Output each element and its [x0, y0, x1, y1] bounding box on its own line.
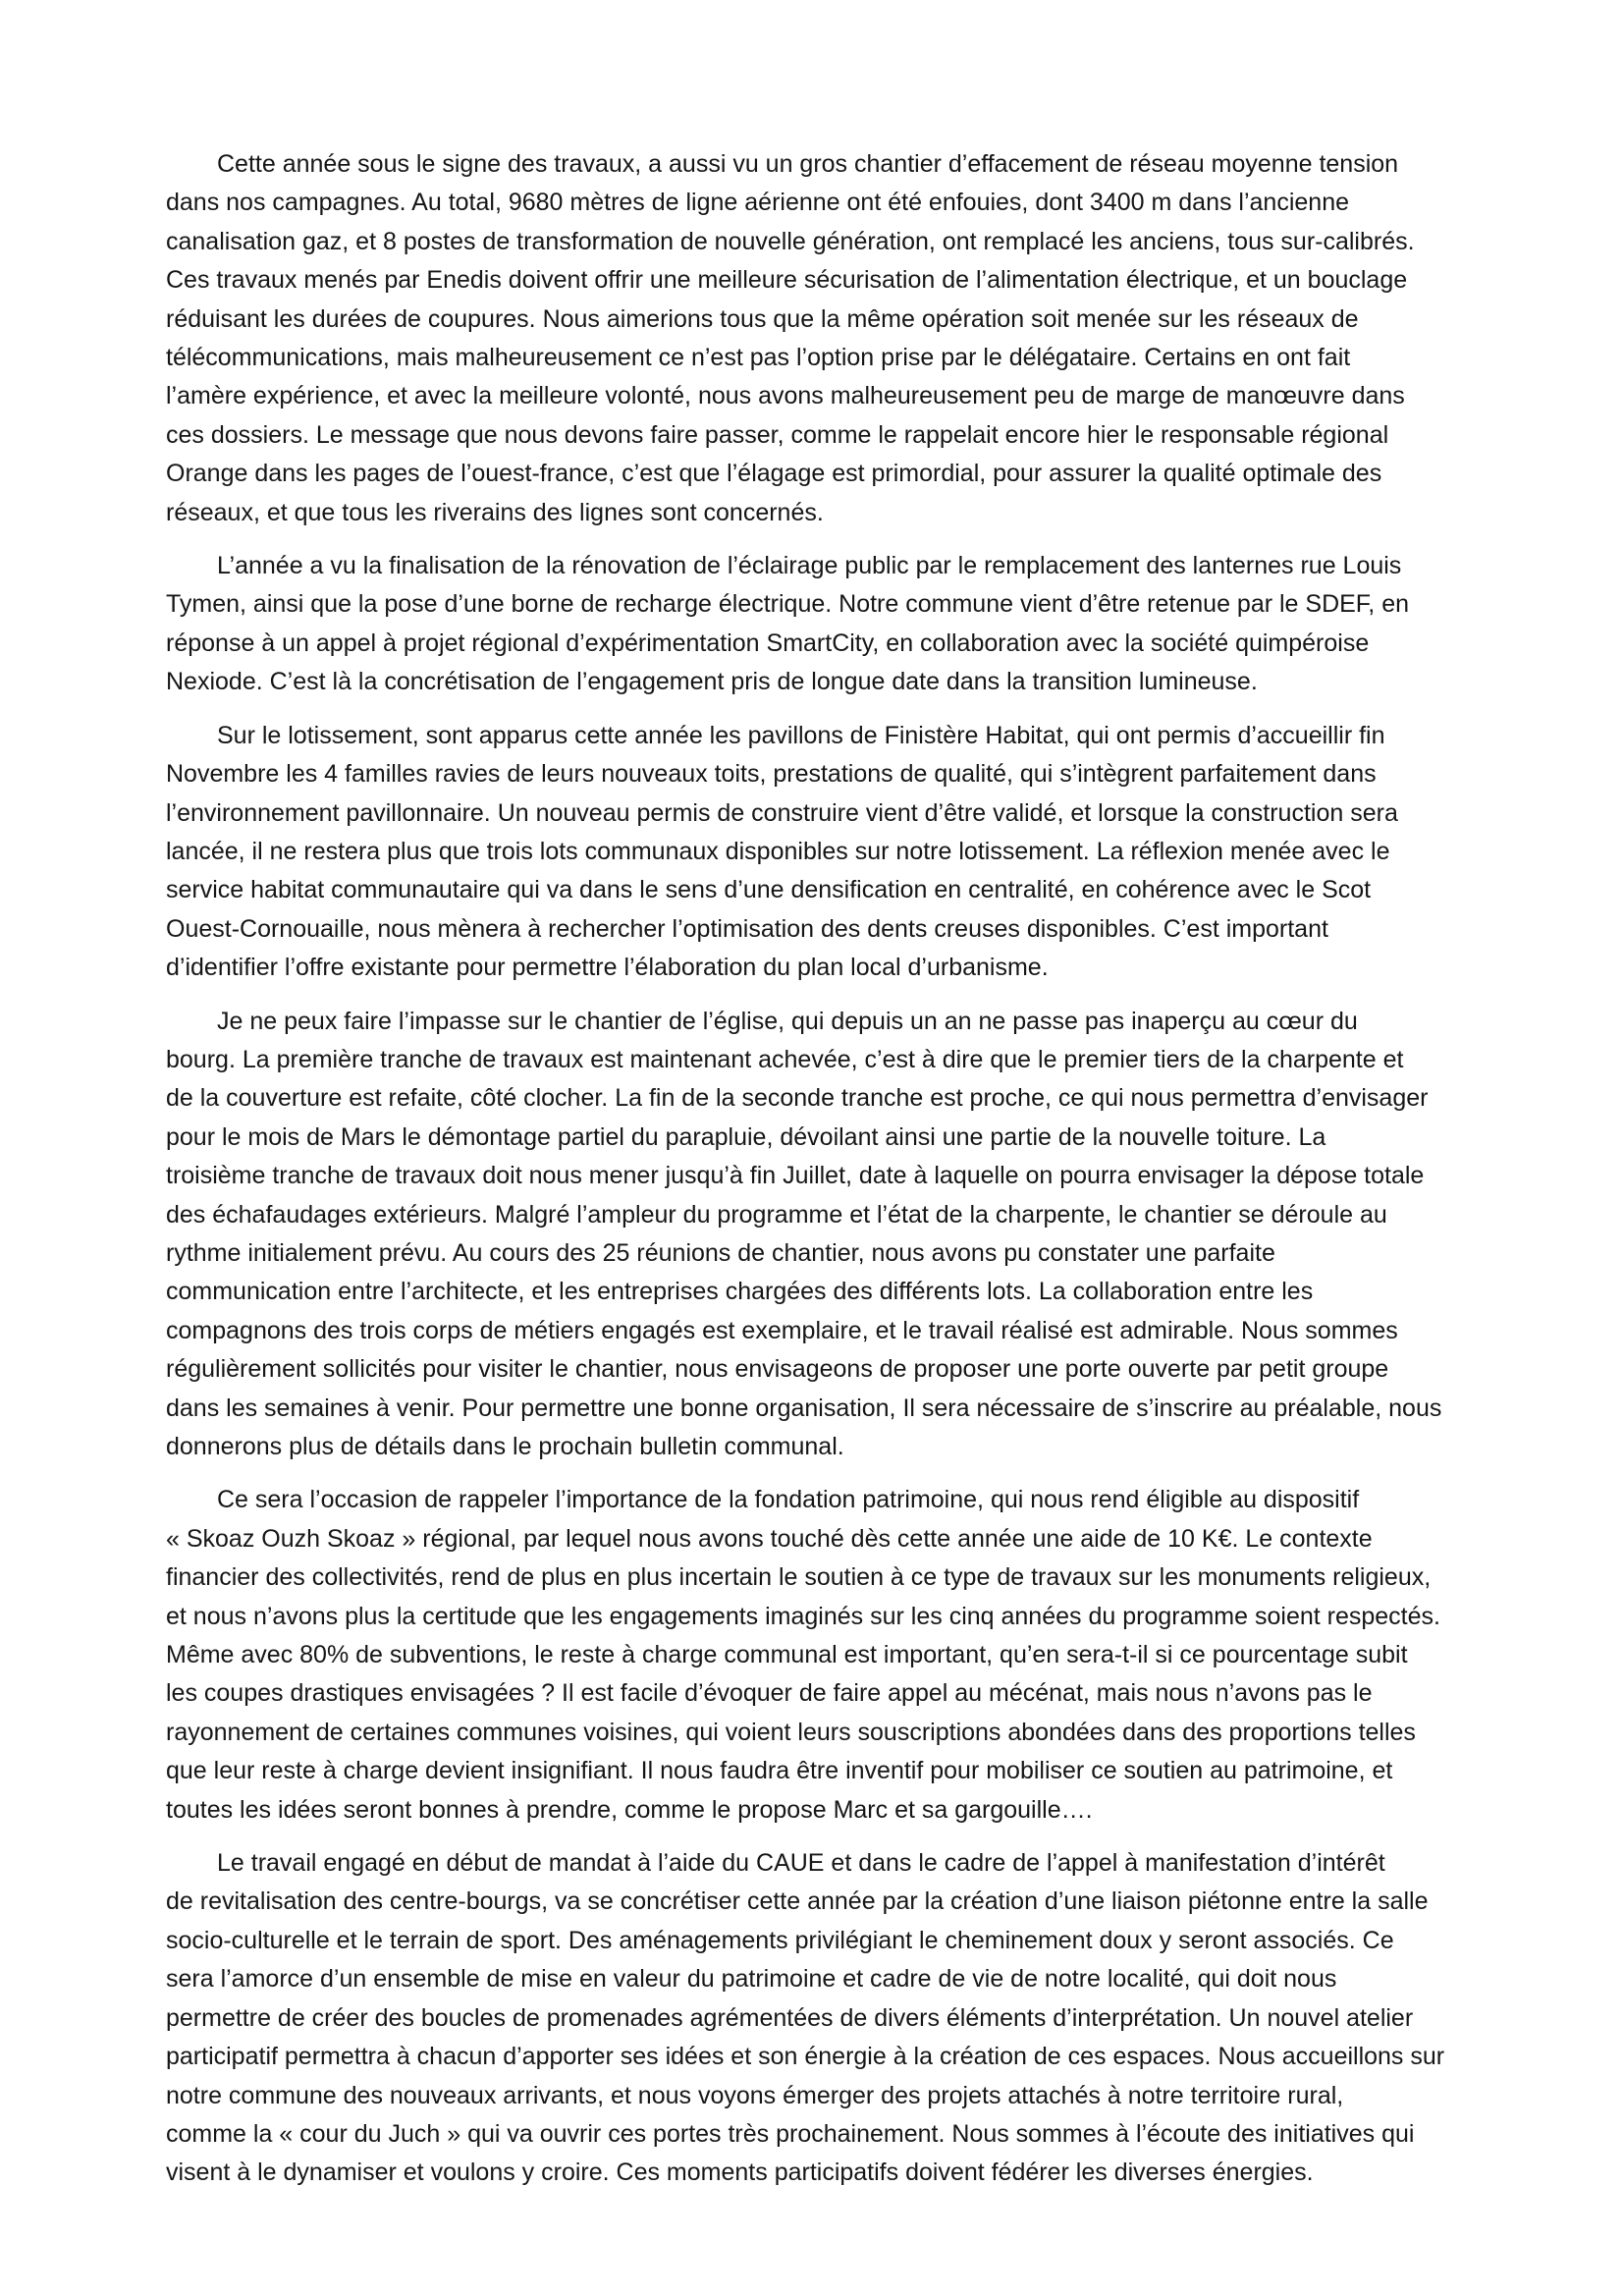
paragraph-line: permettre de créer des boucles de promenades agrémentées de divers éléments d’interprétation. Un nouvel atelier	[166, 2003, 1414, 2032]
paragraph-line: réseaux, et que tous les riverains des lignes sont concernés.	[166, 498, 824, 526]
paragraph-line: Ouest-Cornouaille, nous mènera à rechercher l’optimisation des dents creuses disponibles. C’est important	[166, 914, 1328, 943]
paragraph-line: compagnons des trois corps de métiers engagés est exemplaire, et le travail réalisé est admirable. Nous sommes	[166, 1316, 1398, 1344]
paragraph-2	[166, 547, 1488, 702]
paragraph-line: sera l’amorce d’un ensemble de mise en valeur du patrimoine et cadre de vie de notre localité, qui doit nous	[166, 1965, 1337, 1994]
paragraph-line: régulièrement sollicités pour visiter le chantier, nous envisageons de proposer une porte ouverte par petit groupe	[166, 1355, 1389, 1384]
paragraph-line: l’amère expérience, et avec la meilleure volonté, nous avons malheureusement peu de marge de manœuvre dans	[166, 382, 1405, 410]
paragraph-line: Le travail engagé en début de mandat à l’aide du CAUE et dans le cadre de l’appel à manifestation d’intérêt	[217, 1849, 1385, 1878]
paragraph-line: rayonnement de certaines communes voisines, qui voient leurs souscriptions abondées dans des proportions telles	[166, 1718, 1416, 1746]
paragraph-line: dans les semaines à venir. Pour permettre une bonne organisation, Il sera nécessaire de s’inscrire au préalable, nous	[166, 1394, 1442, 1422]
paragraph-line: ces dossiers. Le message que nous devons faire passer, comme le rappelait encore hier le responsable régional	[166, 420, 1389, 449]
paragraph-line: visent à le dynamiser et voulons y croire. Ces moments participatifs doivent fédérer les diverses énergies.	[166, 2159, 1314, 2187]
paragraph-line: financier des collectivités, rend de plus en plus incertain le soutien à ce type de travaux sur les monuments religieux,	[166, 1563, 1432, 1592]
paragraph-line: Tymen, ainsi que la pose d’une borne de recharge électrique. Notre commune vient d’être retenue par le SDEF, en	[166, 590, 1410, 619]
paragraph-line: Nexiode. C’est là la concrétisation de l’engagement pris de longue date dans la transition lumineuse.	[166, 668, 1258, 696]
paragraph-line: « Skoaz Ouzh Skoaz » régional, par lequel nous avons touché dès cette année une aide de 10 K€. Le contexte	[166, 1524, 1373, 1553]
paragraph-5	[166, 1481, 1488, 1830]
paragraph-line: Ces travaux menés par Enedis doivent offrir une meilleure sécurisation de l’alimentation électrique, et un bouclage	[166, 266, 1408, 295]
paragraph-line: et nous n’avons plus la certitude que les engagements imaginés sur les cinq années du programme soient respectés.	[166, 1602, 1440, 1630]
paragraph-line: pour le mois de Mars le démontage partiel du parapluie, dévoilant ainsi une partie de la nouvelle toiture. La	[166, 1122, 1326, 1151]
paragraph-line: lancée, il ne restera plus que trois lots communaux disponibles sur notre lotissement. La réflexion menée avec le	[166, 837, 1390, 865]
paragraph-line: rythme initialement prévu. Au cours des 25 réunions de chantier, nous avons pu constater une parfaite	[166, 1238, 1275, 1267]
paragraph-line: toutes les idées seront bonnes à prendre, comme le propose Marc et sa gargouille….	[166, 1795, 1093, 1824]
paragraph-line: troisième tranche de travaux doit nous mener jusqu’à fin Juillet, date à laquelle on pourra envisager la dépose totale	[166, 1162, 1425, 1190]
paragraph-line: canalisation gaz, et 8 postes de transformation de nouvelle génération, ont remplacé les anciens, tous sur-calibrés.	[166, 227, 1415, 255]
paragraph-line: dans nos campagnes. Au total, 9680 mètres de ligne aérienne ont été enfouies, dont 3400 m dans l’ancienne	[166, 189, 1350, 217]
paragraph-line: l’environnement pavillonnaire. Un nouveau permis de construire vient d’être validé, et lorsque la construction sera	[166, 798, 1398, 827]
paragraph-line: bourg. La première tranche de travaux est maintenant achevée, c’est à dire que le premier tiers de la charpente et	[166, 1045, 1404, 1073]
paragraph-4	[166, 1003, 1488, 1467]
paragraph-line: des échafaudages extérieurs. Malgré l’ampleur du programme et l’état de la charpente, le chantier se déroule au	[166, 1200, 1387, 1229]
paragraph-line: de la couverture est refaite, côté clocher. La fin de la seconde tranche est proche, ce qui nous permettra d’envisager	[166, 1084, 1429, 1113]
paragraph-line: communication entre l’architecte, et les entreprises chargées des différents lots. La collaboration entre les	[166, 1278, 1314, 1306]
paragraph-line: Cette année sous le signe des travaux, a aussi vu un gros chantier d’effacement de réseau moyenne tension	[217, 150, 1399, 178]
paragraph-line: socio-culturelle et le terrain de sport. Des aménagements privilégiant le cheminement doux y seront associés. Ce	[166, 1926, 1394, 1954]
paragraph-line: L’année a vu la finalisation de la rénovation de l’éclairage public par le remplacement des lanternes rue Louis	[217, 552, 1402, 580]
paragraph-line: réduisant les durées de coupures. Nous aimerions tous que la même opération soit menée sur les réseaux de	[166, 304, 1359, 333]
paragraph-line: réponse à un appel à projet régional d’expérimentation SmartCity, en collaboration avec la société quimpéroise	[166, 629, 1370, 657]
paragraph-line: Ce sera l’occasion de rappeler l’importance de la fondation patrimoine, qui nous rend éligible au dispositif	[217, 1486, 1360, 1514]
document-body	[166, 145, 1488, 2208]
paragraph-line: participatif permettra à chacun d’apporter ses idées et son énergie à la création de ces espaces. Nous accueillons sur	[166, 2043, 1445, 2071]
paragraph-line: comme la « cour du Juch » qui va ouvrir ces portes très prochainement. Nous sommes à l’écoute des initiatives qui	[166, 2119, 1415, 2148]
paragraph-line: de revitalisation des centre-bourgs, va se concrétiser cette année par la création d’une liaison piétonne entre la salle	[166, 1887, 1429, 1916]
paragraph-line: Novembre les 4 familles ravies de leurs nouveaux toits, prestations de qualité, qui s’intègrent parfaitement dans	[166, 760, 1377, 789]
paragraph-line: Même avec 80% de subventions, le reste à charge communal est important, qu’en sera-t-il si ce pourcentage subit	[166, 1641, 1408, 1669]
paragraph-6	[166, 1844, 1488, 2193]
paragraph-line: donnerons plus de détails dans le prochain bulletin communal.	[166, 1433, 844, 1460]
paragraph-line: Je ne peux faire l’impasse sur le chantier de l’église, qui depuis un an ne passe pas inaperçu au cœur du	[217, 1007, 1358, 1035]
paragraph-line: les coupes drastiques envisagées ? Il est facile d’évoquer de faire appel au mécénat, mais nous n’avons pas le	[166, 1679, 1373, 1708]
paragraph-line: service habitat communautaire qui va dans le sens d’une densification en centralité, en cohérence avec le Scot	[166, 876, 1372, 904]
paragraph-line: que leur reste à charge devient insignifiant. Il nous faudra être inventif pour mobiliser ce soutien au patrimoine, et	[166, 1757, 1393, 1785]
paragraph-line: notre commune des nouveaux arrivants, et nous voyons émerger des projets attachés à notre territoire rural,	[166, 2081, 1344, 2109]
paragraph-line: télécommunications, mais malheureusement ce n’est pas l’option prise par le délégataire. Certains en ont fait	[166, 344, 1351, 372]
paragraph-line: d’identifier l’offre existante pour permettre l’élaboration du plan local d’urbanisme.	[166, 954, 1049, 982]
paragraph-line: Sur le lotissement, sont apparus cette année les pavillons de Finistère Habitat, qui ont permis d’accueillir fin	[217, 721, 1385, 749]
paragraph-1	[166, 145, 1488, 532]
paragraph-line: Orange dans les pages de l’ouest-france, c’est que l’élagage est primordial, pour assurer la qualité optimale des	[166, 460, 1382, 488]
paragraph-3	[166, 717, 1488, 988]
